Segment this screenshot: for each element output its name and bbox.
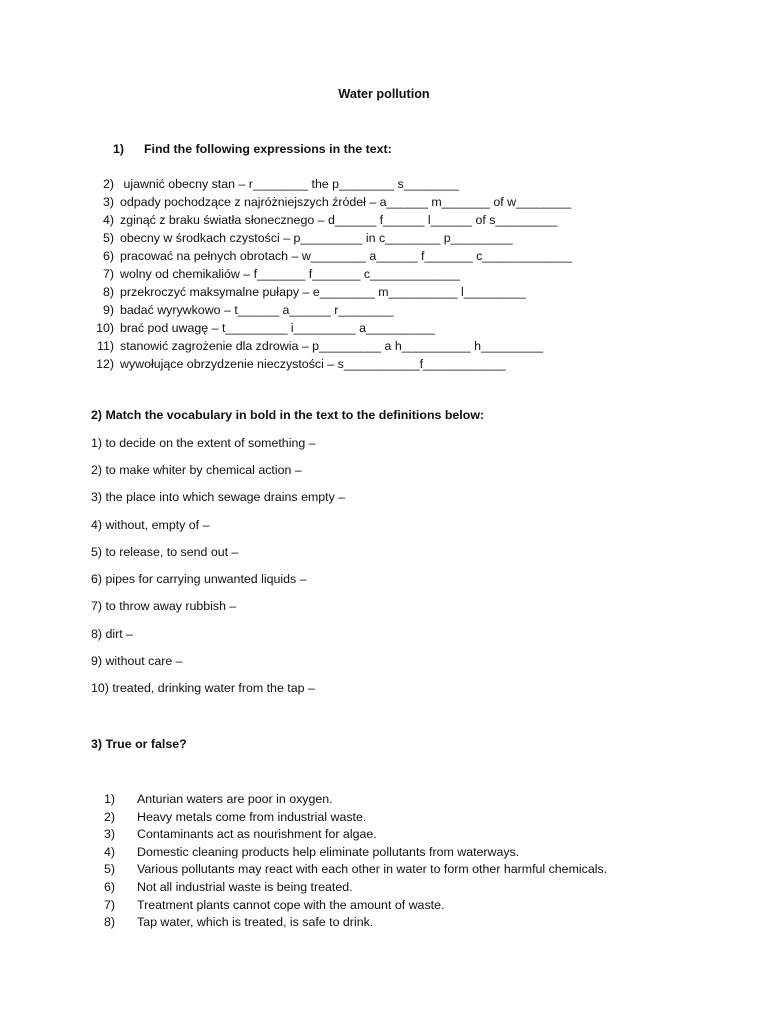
section1-heading-text: Find the following expressions in the text: bbox=[143, 142, 392, 156]
item-number: 7) bbox=[103, 897, 115, 912]
item-text: Contaminants act as nourishment for algae. bbox=[137, 827, 377, 842]
item-number: 5) bbox=[102, 231, 114, 245]
list-item bbox=[90, 178, 459, 190]
list-item bbox=[90, 304, 393, 316]
item-number: 11) bbox=[97, 339, 114, 353]
item-text: Various pollutants may react with each other in water to form other harmful chemicals. bbox=[137, 862, 608, 877]
item-number: 8) bbox=[102, 285, 114, 299]
list-item: 4) without, empty of – bbox=[91, 518, 210, 532]
item-number: 4) bbox=[103, 844, 115, 859]
item-number: 1) bbox=[103, 792, 115, 806]
item-text: przekroczyć maksymalne pułapy – e________ m__________ l_________ bbox=[120, 285, 526, 299]
item-text: Anturian waters are poor in oxygen. bbox=[137, 792, 333, 806]
item-text: Not all industrial waste is being treated. bbox=[137, 880, 353, 894]
list-item: 3) the place into which sewage drains empty – bbox=[91, 490, 346, 504]
list-item bbox=[90, 268, 460, 280]
item-number: 12) bbox=[96, 357, 114, 371]
item-number: 6) bbox=[103, 880, 115, 894]
item-text: zginąć z braku światła słonecznego – d______ f______ l______ of s_________ bbox=[120, 213, 558, 227]
list-item bbox=[90, 250, 572, 262]
list-item: 2) to make whiter by chemical action – bbox=[91, 463, 302, 477]
list-item bbox=[90, 232, 513, 244]
section2-heading: 2) Match the vocabulary in bold in the text to the definitions below: bbox=[91, 408, 485, 422]
list-item bbox=[90, 340, 543, 352]
item-number: 3) bbox=[103, 827, 115, 842]
item-number: 4) bbox=[102, 213, 114, 227]
list-item bbox=[90, 358, 506, 370]
section3-heading: 3) True or false? bbox=[91, 737, 187, 751]
item-text: obecny w środkach czystości – p_________ in c________ p_________ bbox=[120, 231, 513, 245]
list-item bbox=[90, 286, 526, 298]
list-item: 8) dirt – bbox=[91, 627, 134, 641]
item-number: 9) bbox=[102, 303, 114, 317]
item-text: wywołujące obrzydzenie nieczystości – s___________f____________ bbox=[120, 357, 506, 371]
item-text: badać wyrywkowo – t______ a______ r________ bbox=[120, 303, 394, 317]
list-item bbox=[90, 881, 353, 893]
item-number: 6) bbox=[102, 249, 114, 263]
list-item bbox=[90, 899, 444, 911]
item-text: pracować na pełnych obrotach – w________ a______ f_______ c_____________ bbox=[120, 249, 572, 263]
item-text: Domestic cleaning products help eliminate pollutants from waterways. bbox=[137, 844, 520, 859]
list-item: 1) to decide on the extent of something – bbox=[91, 436, 316, 450]
item-number: 2) bbox=[102, 177, 114, 191]
list-item bbox=[90, 828, 377, 840]
item-text: Treatment plants cannot cope with the amount of waste. bbox=[137, 897, 445, 912]
item-number: 7) bbox=[102, 267, 114, 281]
list-item: 10) treated, drinking water from the tap – bbox=[91, 681, 315, 695]
item-text: brać pod uwagę – t_________ i_________ a__________ bbox=[120, 321, 435, 335]
item-number: 5) bbox=[103, 862, 115, 877]
list-item bbox=[90, 196, 571, 208]
item-text: Heavy metals come from industrial waste. bbox=[137, 809, 367, 824]
page-title: Water pollution bbox=[338, 87, 430, 101]
item-number: 3) bbox=[102, 195, 114, 209]
list-item bbox=[90, 863, 607, 875]
item-text: ujawnić obecny stan – r________ the p________ s________ bbox=[120, 177, 459, 191]
list-item bbox=[90, 916, 373, 928]
list-item bbox=[90, 322, 435, 334]
item-text: wolny od chemikaliów – f_______ f_______ c_____________ bbox=[120, 267, 460, 281]
list-item: 5) to release, to send out – bbox=[91, 545, 239, 559]
list-item bbox=[90, 793, 333, 805]
item-number: 8) bbox=[103, 915, 115, 930]
list-item: 7) to throw away rubbish – bbox=[91, 599, 237, 613]
section1-heading bbox=[113, 143, 392, 155]
list-item bbox=[90, 214, 557, 226]
item-text: odpady pochodzące z najróżniejszych źródeł – a______ m_______ of w________ bbox=[120, 195, 572, 209]
list-item: 6) pipes for carrying unwanted liquids – bbox=[91, 572, 307, 586]
list-item bbox=[90, 846, 519, 858]
item-text: Tap water, which is treated, is safe to drink. bbox=[137, 915, 374, 930]
list-item bbox=[90, 811, 366, 823]
list-item: 9) without care – bbox=[91, 654, 183, 668]
item-number: 10) bbox=[96, 321, 114, 335]
item-number: 2) bbox=[103, 809, 115, 824]
section1-heading-number: 1) bbox=[113, 142, 125, 156]
item-text: stanowić zagrożenie dla zdrowia – p_________ a h__________ h_________ bbox=[120, 339, 543, 353]
